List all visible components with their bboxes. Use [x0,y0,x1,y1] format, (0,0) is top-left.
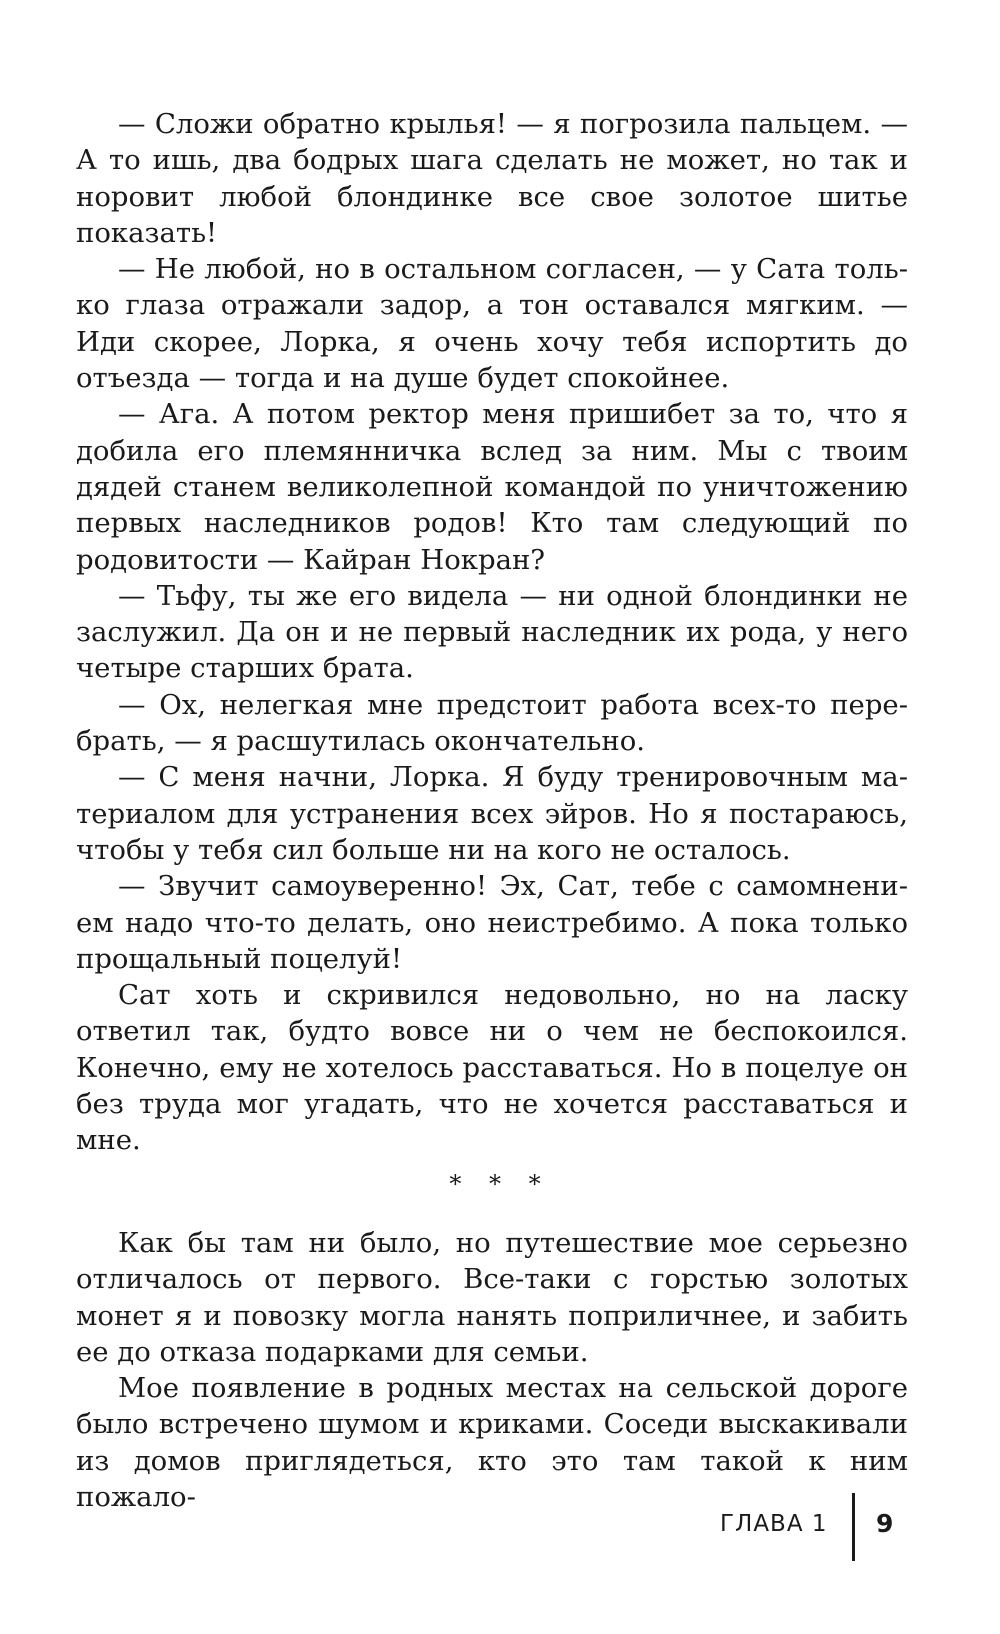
footer-divider [852,1493,855,1561]
paragraph: Сат хоть и скривился недовольно, но на ласку ответил так, будто вовсе ни о чем не беспокоился. Конечно, ему не хотелось расставаться. Но в поцелуе он без труда мог угадать, что не хочется расставаться и мне. [76,979,908,1157]
section-separator: * * * [449,1170,551,1198]
running-footer-chapter: ГЛАВА 1 [720,1511,828,1537]
paragraph: Как бы там ни было, но путешествие мое серьезно отличалось от первого. Все-таки с горстью золотых монет я и повозку могла нанять поприличнее, и забить ее до отказа подарками для семьи. [76,1227,908,1368]
paragraph: — Тьфу, ты же его видела — ни одной блондинки не заслужил. Да он и не первый наследник их рода, у него четыре старших брата. [76,579,908,685]
paragraph: Мое появление в родных местах на сельской дороге было встречено шумом и криками. Соседи выскакивали из домов приглядеться, кто это там такой к ним пожало- [76,1372,908,1514]
paragraph: — Ох, нелегкая мне предстоит работа всех-то перебрать, — я расшутилась окончательно. [76,688,908,758]
top-text-block [76,106,908,1159]
paragraph: — С меня начни, Лорка. Я буду тренировочным материалом для устранения всех эйров. Но я постараюсь, чтобы у тебя сил больше ни на кого не осталось. [76,761,908,866]
paragraph: — Сложи обратно крылья! — я погрозила пальцем. — А то ишь, два бодрых шага сделать не может, но так и норовит любой блондинке все свое золотое шитье показать! [76,108,908,249]
paragraph: — Звучит самоуверенно! Эх, Сат, тебе с самомнением надо что-то делать, оно неистребимо. А пока только прощальный поцелуй! [76,870,908,975]
page-number: 9 [876,1509,894,1538]
paragraph: — Ага. А потом ректор меня пришибет за то, что я добила его племянничка вслед за ним. Мы с твоим дядей станем великолепной командой по уничтожению первых наследников родов! Кто там следующий по родовитости — Кайран Нокран? [76,398,908,576]
paragraph: — Не любой, но в остальном согласен, — у Сата только глаза отражали задор, а тон оставался мягким. — Иди скорее, Лорка, я очень хочу тебя испортить до отъезда — тогда и на душе будет спокойнее. [76,253,908,395]
bottom-text-block [76,1225,908,1515]
